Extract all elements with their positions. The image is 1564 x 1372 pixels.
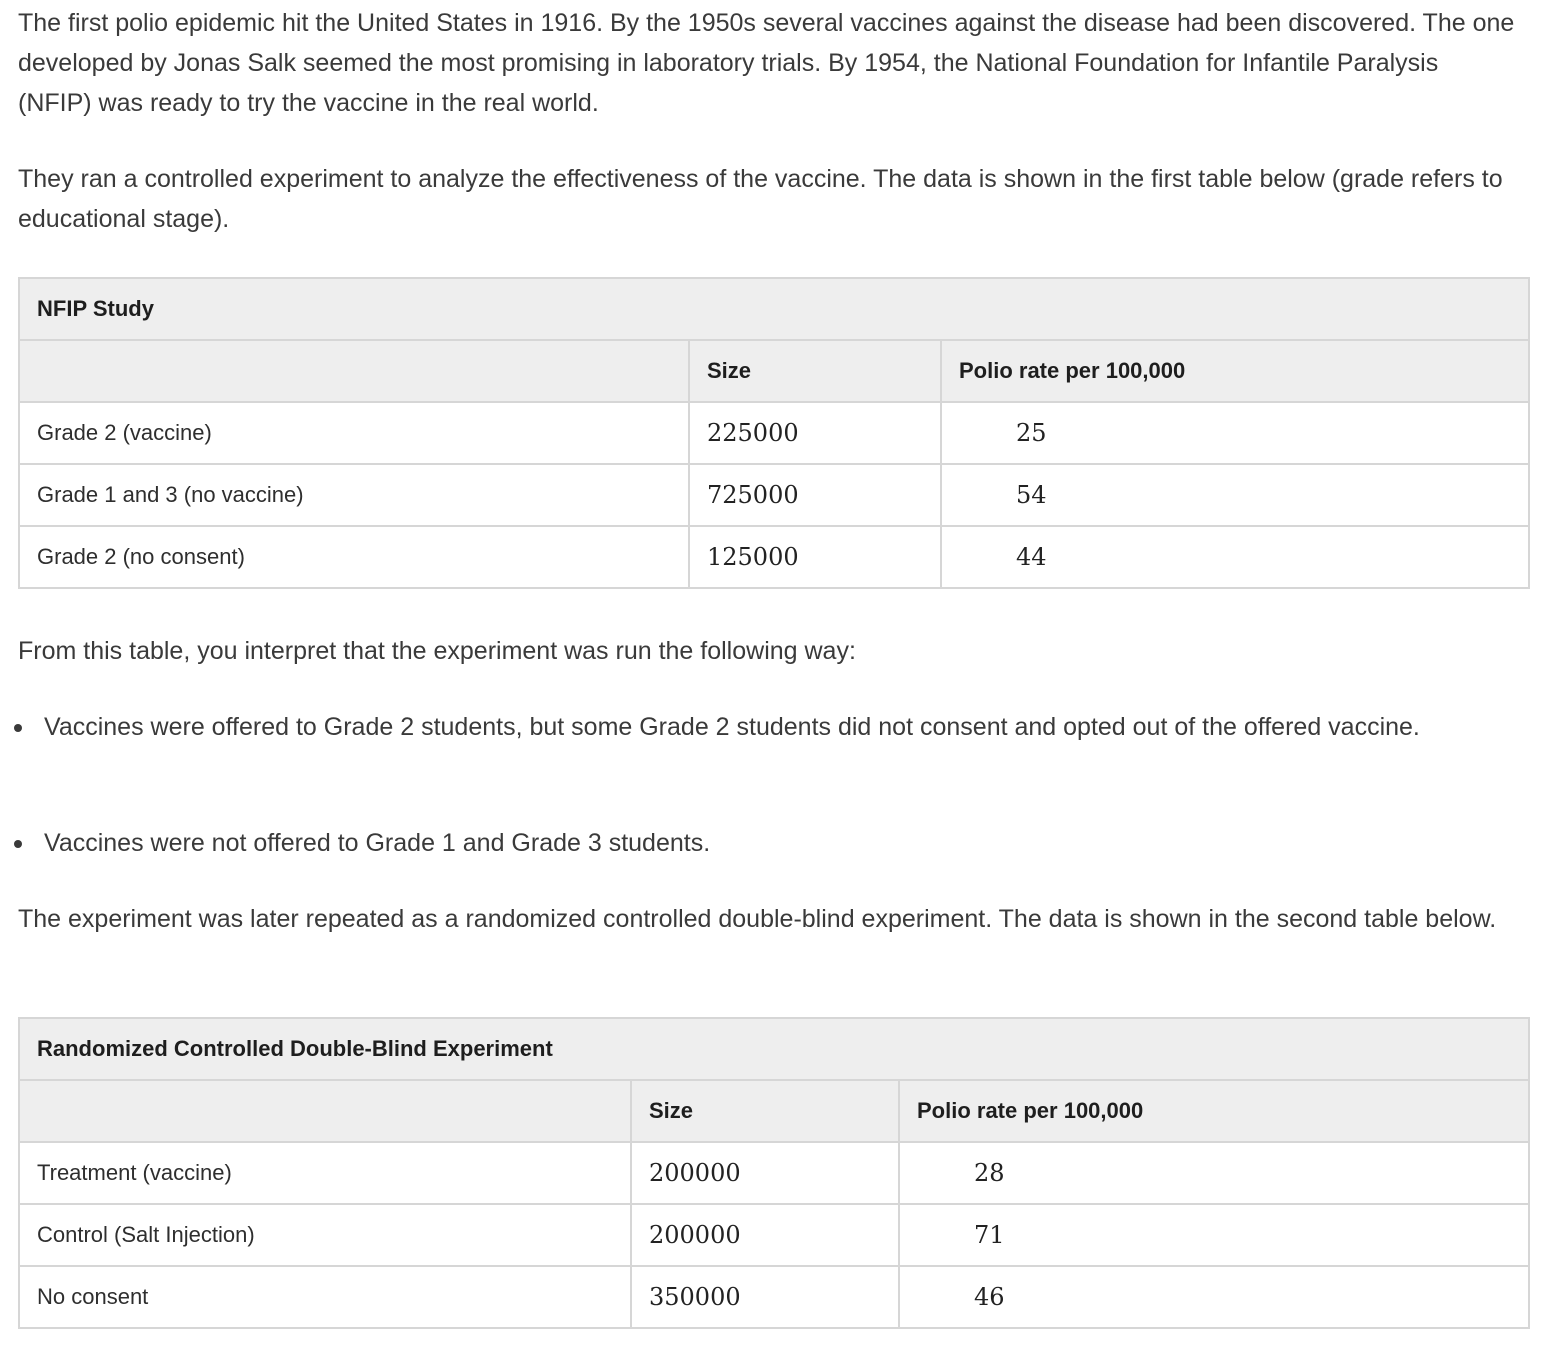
table-caption: NFIP Study (19, 278, 1529, 340)
list-item-text: Vaccines were not offered to Grade 1 and Grade 3 students. (44, 829, 711, 857)
list-item (0, 707, 1540, 747)
row-group: Treatment (vaccine) (19, 1142, 631, 1204)
row-group: Grade 2 (no consent) (19, 526, 689, 588)
row-rate: 71 (899, 1204, 1529, 1266)
intro-paragraph-1: The first polio epidemic hit the United States in 1916. By the 1950s several vaccines against the disease had been discovered. The one developed by Jonas Salk seemed the most promising in laboratory trials. By 1954, the National Foundation for Infantile Paralysis (NFIP) was ready to try the vaccine in the real world. (18, 9, 1515, 117)
nfip-study-table (18, 277, 1530, 589)
bullet-icon (14, 724, 22, 732)
row-group: Control (Salt Injection) (19, 1204, 631, 1266)
table-header-row (19, 340, 1529, 402)
row-size: 725000 (689, 464, 941, 526)
header-group (19, 1080, 631, 1142)
header-polio-rate: Polio rate per 100,000 (899, 1080, 1529, 1142)
row-size: 350000 (631, 1266, 899, 1328)
row-rate: 46 (899, 1266, 1529, 1328)
row-rate: 54 (941, 464, 1529, 526)
row-size: 225000 (689, 402, 941, 464)
rct-table (18, 1017, 1530, 1329)
table-caption-row (19, 1018, 1529, 1080)
header-group (19, 340, 689, 402)
list-item-text: Vaccines were offered to Grade 2 students, but some Grade 2 students did not consent and opted out of the offered vaccine. (44, 713, 1420, 741)
row-group: No consent (19, 1266, 631, 1328)
row-group: Grade 2 (vaccine) (19, 402, 689, 464)
followup-paragraph: The experiment was later repeated as a randomized controlled double-blind experiment. The data is shown in the second table below. (18, 905, 1497, 933)
table-caption-row (19, 278, 1529, 340)
header-size: Size (689, 340, 941, 402)
row-rate: 25 (941, 402, 1529, 464)
table-row (19, 464, 1529, 526)
list-item (0, 823, 1540, 863)
table-caption: Randomized Controlled Double-Blind Experiment (19, 1018, 1529, 1080)
interpretation-list (0, 707, 1540, 747)
row-size: 125000 (689, 526, 941, 588)
row-group: Grade 1 and 3 (no vaccine) (19, 464, 689, 526)
table-row (19, 1142, 1529, 1204)
row-rate: 44 (941, 526, 1529, 588)
header-size: Size (631, 1080, 899, 1142)
table-row (19, 402, 1529, 464)
intro-paragraph-2: They ran a controlled experiment to analyze the effectiveness of the vaccine. The data is shown in the first table below (grade refers to educational stage). (18, 165, 1503, 233)
table-row (19, 1204, 1529, 1266)
interpretation-lead: From this table, you interpret that the experiment was run the following way: (18, 637, 856, 665)
row-rate: 28 (899, 1142, 1529, 1204)
bullet-icon (14, 840, 22, 848)
interpretation-list (0, 823, 1540, 863)
row-size: 200000 (631, 1142, 899, 1204)
table-row (19, 526, 1529, 588)
table-header-row (19, 1080, 1529, 1142)
header-polio-rate: Polio rate per 100,000 (941, 340, 1529, 402)
row-size: 200000 (631, 1204, 899, 1266)
table-row (19, 1266, 1529, 1328)
